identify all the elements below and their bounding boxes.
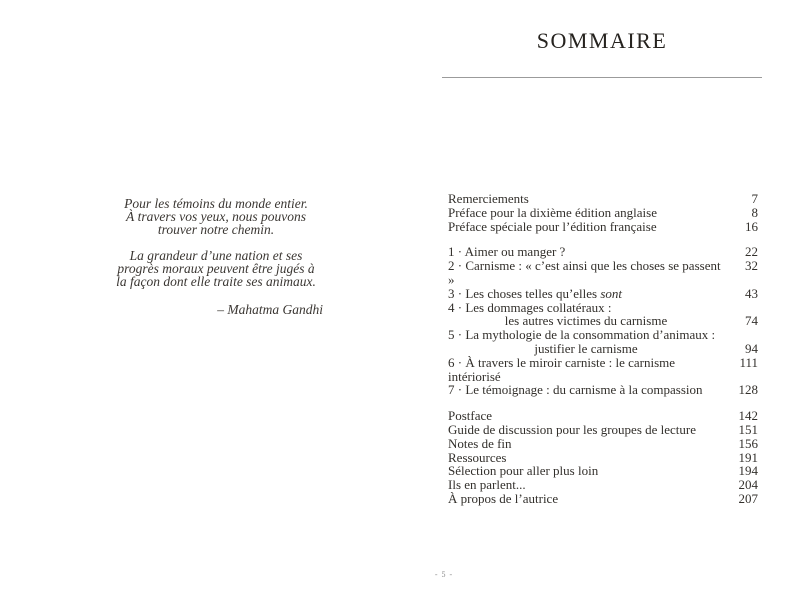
epigraph-line: la façon dont elle traite ses animaux. xyxy=(116,274,316,290)
toc-entry-page: 16 xyxy=(745,218,758,234)
toc-entry-page: 204 xyxy=(738,477,758,493)
toc-entry-page: 142 xyxy=(738,408,758,424)
toc-entry-label: Guide de discussion pour les groupes de lecture xyxy=(448,421,697,437)
toc-entry xyxy=(448,259,758,287)
toc-entry xyxy=(448,342,758,356)
epigraph-quote-2 xyxy=(101,249,331,289)
toc-entry xyxy=(448,383,758,397)
toc-entry xyxy=(448,437,758,451)
toc-entry xyxy=(448,492,758,506)
toc-entry-label: 7 · Le témoignage : du carnisme à la compassion xyxy=(448,382,703,398)
epigraph-line: progrès moraux peuvent être jugés à xyxy=(117,260,315,276)
toc-entry-label: 5 · La mythologie de la consommation d’animaux : xyxy=(448,327,716,343)
toc-entry-label: Sélection pour aller plus loin xyxy=(448,463,599,479)
toc-entry-label: Notes de fin xyxy=(448,435,512,451)
toc-entry-page: 191 xyxy=(738,449,758,465)
toc-entry xyxy=(448,245,758,259)
toc-entry-label-italic: sont xyxy=(600,285,623,301)
toc-entry-label: 2 · Carnisme : « c’est ainsi que les choses se passent » xyxy=(448,258,721,287)
toc-entry xyxy=(448,478,758,492)
epigraph xyxy=(101,197,331,316)
toc-entry xyxy=(448,192,758,206)
toc-entry xyxy=(448,220,758,234)
toc-entry-page: 8 xyxy=(751,204,758,220)
epigraph-line: La grandeur d’une nation et ses xyxy=(129,247,303,263)
toc-group-chapters xyxy=(448,245,758,397)
toc-entry-page: 207 xyxy=(738,490,758,506)
toc-entry xyxy=(448,328,758,342)
toc-entry-label: justifier le carnisme xyxy=(534,340,638,356)
toc-entry xyxy=(448,464,758,478)
toc-entry-page: 94 xyxy=(745,340,758,356)
toc-entry-label: Remerciements xyxy=(448,191,529,206)
toc-entry xyxy=(448,314,758,328)
toc-entry-page: 111 xyxy=(739,354,758,370)
toc-entry-label: Ils en parlent... xyxy=(448,477,526,493)
toc-entry-label: 1 · Aimer ou manger ? xyxy=(448,244,566,260)
toc-entry-page: 7 xyxy=(751,191,758,206)
toc-entry xyxy=(448,423,758,437)
toc-entry xyxy=(448,301,758,315)
toc-entry-label: 3 · Les choses telles qu’elles sont xyxy=(448,285,623,301)
toc-entry-page: 32 xyxy=(745,258,758,274)
toc-entry-label: 4 · Les dommages collatéraux : xyxy=(448,299,612,315)
toc-entry-page: 43 xyxy=(745,285,758,301)
toc-entry-label: Préface pour la dixième édition anglaise xyxy=(448,204,658,220)
toc-entry-label: Postface xyxy=(448,408,493,424)
toc-entry xyxy=(448,206,758,220)
epigraph-line: À travers vos yeux, nous pouvons xyxy=(126,209,306,225)
toc-group-back-matter xyxy=(448,409,758,506)
toc-entry-label: les autres victimes du carnisme xyxy=(504,313,668,329)
epigraph-quote-1 xyxy=(101,197,331,237)
toc-entry-page: 151 xyxy=(738,421,758,437)
toc-entry xyxy=(448,409,758,423)
epigraph-line: trouver notre chemin. xyxy=(157,222,275,238)
toc-group-front-matter xyxy=(448,192,758,233)
toc-entry-page: 74 xyxy=(745,313,758,329)
toc-entry-page: 128 xyxy=(738,382,758,398)
epigraph-attribution: – Mahatma Gandhi xyxy=(217,302,323,318)
epigraph-line: Pour les témoins du monde entier. xyxy=(124,196,308,211)
toc-entry xyxy=(448,356,758,384)
title-rule xyxy=(442,77,762,78)
toc-entry-page: 194 xyxy=(738,463,758,479)
toc-entry-label: 6 · À travers le miroir carniste : le carnisme intériorisé xyxy=(448,354,676,384)
toc-entry-label: Ressources xyxy=(448,449,507,465)
page-header xyxy=(442,28,762,54)
toc-entry-page: 156 xyxy=(738,435,758,451)
toc-entry-label: Préface spéciale pour l’édition française xyxy=(448,218,657,234)
page-number-footer: - 5 - xyxy=(434,570,454,579)
page-title: SOMMAIRE xyxy=(536,28,668,53)
toc-entry-label: À propos de l’autrice xyxy=(448,490,559,506)
table-of-contents xyxy=(448,192,758,506)
toc-entry xyxy=(448,451,758,465)
toc-entry-page: 22 xyxy=(745,244,758,260)
toc-entry xyxy=(448,287,758,301)
